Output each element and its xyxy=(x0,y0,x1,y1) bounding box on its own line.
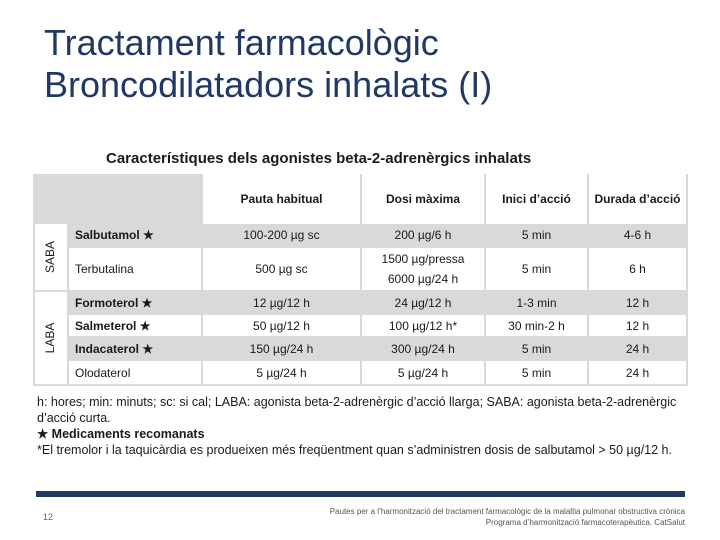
table-row-drug: Olodaterol xyxy=(69,361,201,384)
table-cell: 12 µg/12 h xyxy=(203,292,360,313)
table-cell: 24 h xyxy=(589,361,686,384)
header-durada: Durada d’acció xyxy=(589,174,686,224)
group-label-laba: LABA xyxy=(43,322,57,354)
table-notes xyxy=(37,394,697,458)
table-row-drug: Salbutamol ★ xyxy=(69,224,201,246)
table-cell: 150 µg/24 h xyxy=(203,338,360,359)
table-cell: 1-3 min xyxy=(486,292,587,313)
table-cell: 6 h xyxy=(589,248,686,290)
footer-line-2: Programa d’harmonització farmacoterapèutica. CatSalut xyxy=(485,518,685,527)
table-cell: 100-200 µg sc xyxy=(203,224,360,246)
table-cell: 5 min xyxy=(486,338,587,359)
tremor-note: *El tremolor i la taquicàrdia es produeixen més freqüentment quan s’administren dosis de salbutamol > 50 µg/12 h. xyxy=(37,443,672,457)
group-laba xyxy=(35,292,67,384)
title-line-1: Tractament farmacològic xyxy=(44,22,439,63)
recommended-note: ★ Medicaments recomanats xyxy=(37,427,205,441)
footer-source xyxy=(330,506,685,528)
table-cell: 12 h xyxy=(589,292,686,313)
dosi-line-2: 6000 µg/24 h xyxy=(387,272,459,286)
table-cell: 5 min xyxy=(486,248,587,290)
table-cell: 100 µg/12 h* xyxy=(362,315,484,336)
table-caption: Característiques dels agonistes beta-2-adrenèrgics inhalats xyxy=(106,150,532,167)
footer-rule xyxy=(36,491,685,497)
table-cell: 5 µg/24 h xyxy=(203,361,360,384)
header-dosi: Dosi màxima xyxy=(362,174,484,224)
table-cell: 4-6 h xyxy=(589,224,686,246)
table-row-drug: Salmeterol ★ xyxy=(69,315,201,336)
title-line-2: Broncodilatadors inhalats (I) xyxy=(44,64,493,105)
table-cell: 12 h xyxy=(589,315,686,336)
group-label-saba: SABA xyxy=(43,241,57,274)
table-cell: 24 µg/12 h xyxy=(362,292,484,313)
table-row-drug: Formoterol ★ xyxy=(69,292,201,313)
header-pauta: Pauta habitual xyxy=(203,174,360,224)
footer-line-1: Pautes per a l’harmonització del tractament farmacològic de la malaltia pulmonar obstructiva crònica xyxy=(329,507,685,516)
table-cell: 24 h xyxy=(589,338,686,359)
abbreviations-note: h: hores; min: minuts; sc: si cal; LABA: agonista beta-2-adrenèrgic d’acció llarga; SABA: agonista beta-2-adrenèrgic d’acció curta. xyxy=(37,395,677,425)
drug-table xyxy=(33,174,688,386)
table-cell xyxy=(362,248,484,290)
page-number: 12 xyxy=(43,512,54,522)
table-cell: 5 min xyxy=(486,224,587,246)
table-row-drug: Indacaterol ★ xyxy=(69,338,201,359)
dosi-line-1: 1500 µg/pressa xyxy=(381,252,465,266)
table-row-drug: Terbutalina xyxy=(69,248,201,290)
table-cell: 30 min-2 h xyxy=(486,315,587,336)
table-cell: 200 µg/6 h xyxy=(362,224,484,246)
slide-title xyxy=(44,22,694,106)
header-inici: Inici d’acció xyxy=(486,174,587,224)
table-cell: 5 µg/24 h xyxy=(362,361,484,384)
table-cell: 5 min xyxy=(486,361,587,384)
table-cell: 500 µg sc xyxy=(203,248,360,290)
table-cell: 300 µg/24 h xyxy=(362,338,484,359)
table-cell: 50 µg/12 h xyxy=(203,315,360,336)
group-saba xyxy=(35,224,67,290)
